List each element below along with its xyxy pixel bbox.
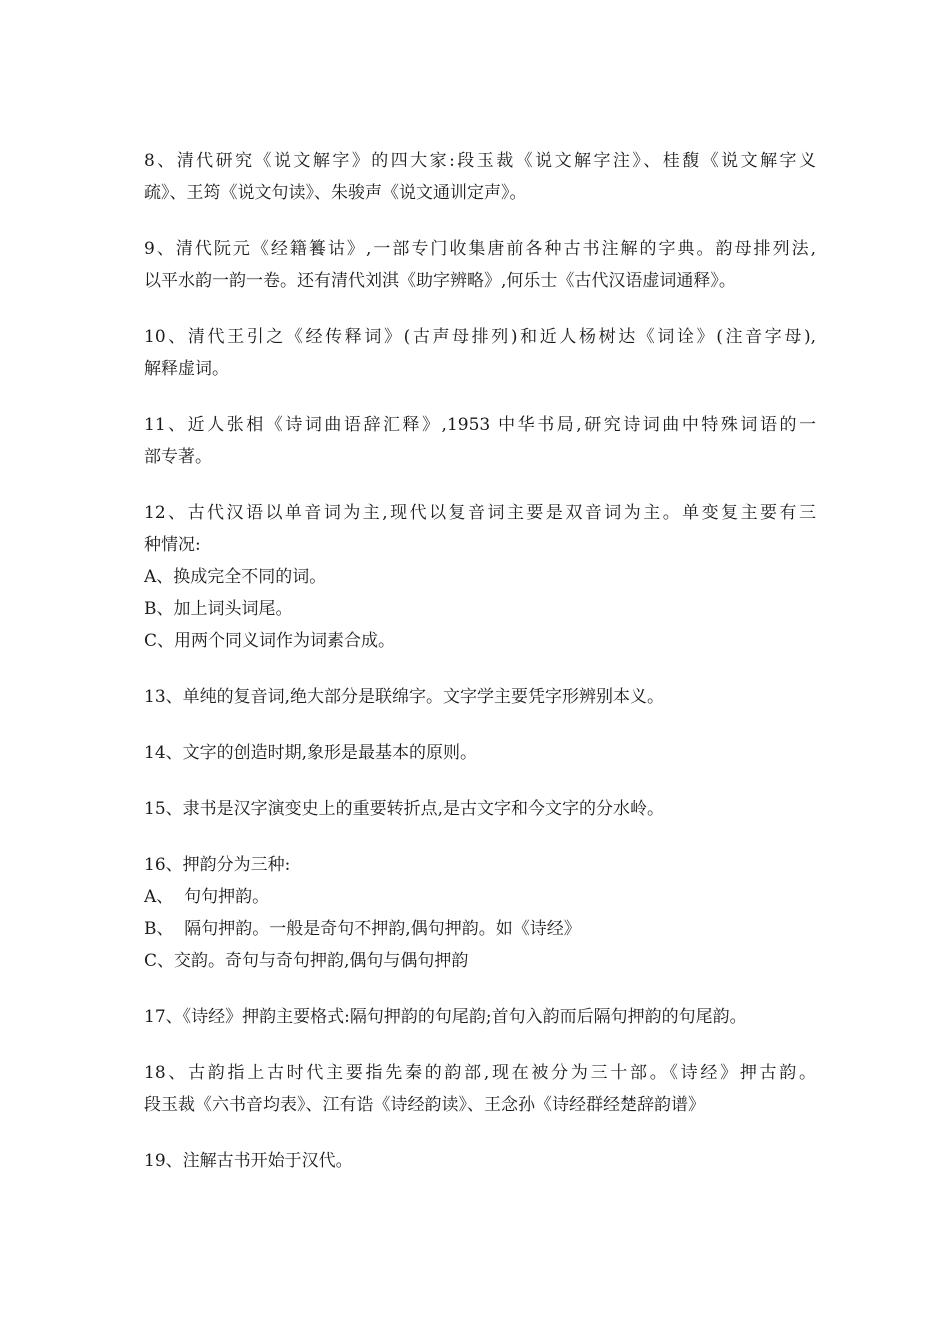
text-line: 19、注解古书开始于汉代。 — [144, 1151, 353, 1171]
list-item: B、加上词头词尾。 — [144, 599, 293, 619]
text-line: 以平水韵一韵一卷。还有清代刘淇《助字辨略》,何乐士《古代汉语虚词通释》。 — [144, 271, 736, 291]
text-line: 16、押韵分为三种: — [144, 855, 291, 875]
list-item: C、交韵。奇句与奇句押韵,偶句与偶句押韵 — [144, 951, 469, 971]
text-line: 13、单纯的复音词,绝大部分是联绵字。文字学主要凭字形辨别本义。 — [144, 687, 665, 707]
paragraph-item-18 — [144, 1057, 816, 1121]
text-line: 解释虚词。 — [144, 359, 229, 379]
text-line: 17、《诗经》押韵主要格式:隔句押韵的句尾韵;首句入韵而后隔句押韵的句尾韵。 — [144, 1007, 747, 1027]
text-line: 9、清代阮元《经籍籑诂》,一部专门收集唐前各种古书注解的字典。韵母排列法, — [144, 239, 816, 259]
text-line: 8、清代研究《说文解字》的四大家:段玉裁《说文解字注》、桂馥《说文解字义 — [144, 151, 816, 171]
paragraph-item-17 — [144, 1001, 816, 1033]
paragraph-item-15 — [144, 793, 816, 825]
paragraph-item-16 — [144, 849, 816, 977]
list-item: B、 隔句押韵。一般是奇句不押韵,偶句押韵。如《诗经》 — [144, 919, 581, 939]
document-page — [144, 145, 816, 1201]
text-line: 部专著。 — [144, 447, 212, 467]
text-line: 疏》、王筠《说文句读》、朱骏声《说文通训定声》。 — [144, 183, 527, 203]
paragraph-item-19 — [144, 1145, 816, 1177]
paragraph-item-14 — [144, 737, 816, 769]
paragraph-item-9 — [144, 233, 816, 297]
paragraph-item-11 — [144, 409, 816, 473]
paragraph-item-10 — [144, 321, 816, 385]
text-line: 11、近人张相《诗词曲语辞汇释》,1953 中华书局,研究诗词曲中特殊词语的一 — [144, 415, 816, 435]
list-item: A、换成完全不同的词。 — [144, 567, 327, 587]
paragraph-item-12 — [144, 497, 816, 657]
text-line: 18、古韵指上古时代主要指先秦的韵部,现在被分为三十部。《诗经》押古韵。 — [144, 1063, 816, 1083]
paragraph-item-8 — [144, 145, 816, 209]
text-line: 10、清代王引之《经传释词》(古声母排列)和近人杨树达《词诠》(注音字母), — [144, 327, 816, 347]
text-line: 15、隶书是汉字演变史上的重要转折点,是古文字和今文字的分水岭。 — [144, 799, 665, 819]
text-line: 14、文字的创造时期,象形是最基本的原则。 — [144, 743, 478, 763]
list-item: A、 句句押韵。 — [144, 887, 270, 907]
list-item: C、用两个同义词作为词素合成。 — [144, 631, 396, 651]
text-line: 12、古代汉语以单音词为主,现代以复音词主要是双音词为主。单变复主要有三 — [144, 503, 816, 523]
text-line: 种情况: — [144, 535, 201, 555]
text-line: 段玉裁《六书音均表》、江有诰《诗经韵读》、王念孙《诗经群经楚辞韵谱》 — [144, 1095, 705, 1115]
paragraph-item-13 — [144, 681, 816, 713]
